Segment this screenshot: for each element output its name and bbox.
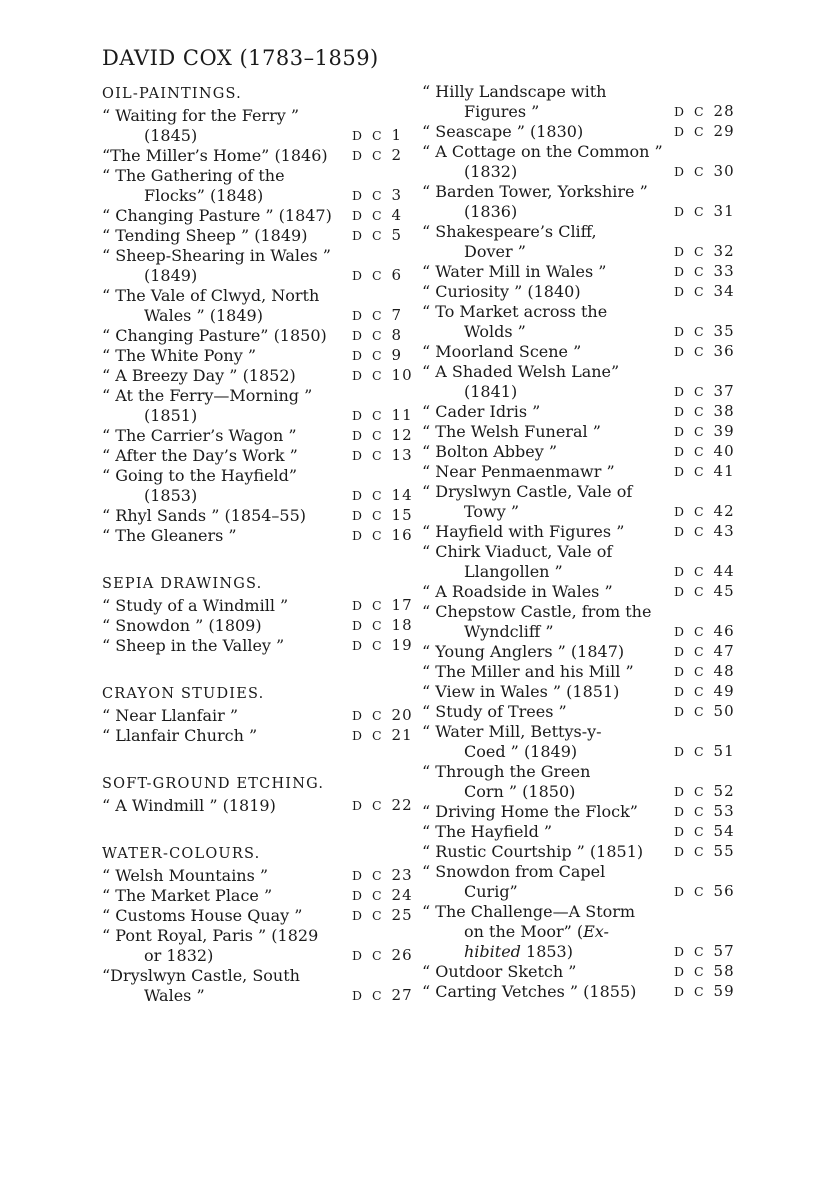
entry-catalogue-number: D C 51 — [674, 742, 735, 760]
catalogue-entry — [102, 596, 418, 616]
catalogue-entry — [102, 226, 418, 246]
section-heading: CRAYON STUDIES. — [102, 686, 265, 702]
entry-title-continuation: hibited 1853) — [464, 942, 573, 961]
entry-title-continuation: (1849) — [144, 266, 198, 285]
catalogue-entry — [422, 982, 740, 1002]
entry-catalogue-number: D C 39 — [674, 422, 735, 440]
catalogue-entry — [102, 346, 418, 366]
entry-catalogue-number: D C 15 — [352, 506, 413, 524]
catalogue-entry — [422, 342, 740, 362]
entry-title: “ At the Ferry—Morning ” — [102, 386, 313, 405]
catalogue-entry — [422, 602, 740, 642]
entry-catalogue-number: D C 30 — [674, 162, 735, 180]
catalogue-entry — [422, 462, 740, 482]
entry-title-continuation: or 1832) — [144, 946, 214, 965]
section-heading: OIL-PAINTINGS. — [102, 86, 242, 102]
entry-catalogue-number: D C 25 — [352, 906, 413, 924]
entry-catalogue-number: D C 57 — [674, 942, 735, 960]
entry-title: “Dryslwyn Castle, South — [102, 966, 300, 985]
entry-title: “ Shakespeare’s Cliff, — [422, 222, 597, 241]
entry-title: “ Water Mill in Wales ” — [422, 262, 607, 281]
entry-catalogue-number: D C 26 — [352, 946, 413, 964]
catalogue-entry — [422, 362, 740, 402]
catalogue-entry — [102, 366, 418, 386]
catalogue-entry — [102, 286, 418, 326]
entry-catalogue-number: D C 49 — [674, 682, 735, 700]
catalogue-entry — [102, 446, 418, 466]
entry-title: “ The Gathering of the — [102, 166, 285, 185]
entry-title: “ Hayfield with Figures ” — [422, 522, 625, 541]
entry-catalogue-number: D C 22 — [352, 796, 413, 814]
catalogue-entry — [102, 326, 418, 346]
entry-title: “ Barden Tower, Yorkshire ” — [422, 182, 648, 201]
catalogue-entry — [422, 262, 740, 282]
catalogue-entry — [102, 106, 418, 146]
entry-catalogue-number: D C 4 — [352, 206, 403, 224]
catalogue-entry — [102, 466, 418, 506]
entry-title: “ Snowdon ” (1809) — [102, 616, 262, 635]
entry-title: “ Tending Sheep ” (1849) — [102, 226, 308, 245]
entry-catalogue-number: D C 13 — [352, 446, 413, 464]
entry-catalogue-number: D C 3 — [352, 186, 403, 204]
entry-title: “ Curiosity ” (1840) — [422, 282, 581, 301]
catalogue-entry — [422, 182, 740, 222]
entry-catalogue-number: D C 21 — [352, 726, 413, 744]
entry-catalogue-number: D C 40 — [674, 442, 735, 460]
entry-title-continuation: (1851) — [144, 406, 198, 425]
entry-title: “ Chirk Viaduct, Vale of — [422, 542, 613, 561]
entry-title: “ The Market Place ” — [102, 886, 273, 905]
left-column — [102, 82, 418, 1006]
entry-title: “ Young Anglers ” (1847) — [422, 642, 625, 661]
catalogue-entry — [422, 422, 740, 442]
entry-catalogue-number: D C 20 — [352, 706, 413, 724]
entry-catalogue-number: D C 35 — [674, 322, 735, 340]
entry-title: “ The Hayfield ” — [422, 822, 553, 841]
entry-title: “ Pont Royal, Paris ” (1829 — [102, 926, 319, 945]
section-heading: SEPIA DRAWINGS. — [102, 576, 263, 592]
catalogue-entry — [422, 402, 740, 422]
right-column — [422, 82, 740, 1002]
entry-title-continuation: Wyndcliff ” — [464, 622, 554, 641]
entry-title: “ Bolton Abbey ” — [422, 442, 558, 461]
entry-title: “ Hilly Landscape with — [422, 82, 607, 101]
entry-title: “ After the Day’s Work ” — [102, 446, 298, 465]
entry-catalogue-number: D C 27 — [352, 986, 413, 1004]
entry-catalogue-number: D C 31 — [674, 202, 735, 220]
entry-catalogue-number: D C 34 — [674, 282, 735, 300]
entry-title: “ The Gleaners ” — [102, 526, 237, 545]
catalogue-entry — [102, 166, 418, 206]
entry-title: “The Miller’s Home” (1846) — [102, 146, 328, 165]
entry-title-continuation: Wales ” (1849) — [144, 306, 263, 325]
catalogue-entry — [422, 222, 740, 262]
catalogue-entry — [102, 426, 418, 446]
catalogue-entry — [102, 146, 418, 166]
catalogue-entry — [422, 82, 740, 122]
entry-catalogue-number: D C 23 — [352, 866, 413, 884]
entry-title: “ Cader Idris ” — [422, 402, 541, 421]
entry-title: “ Changing Pasture” (1850) — [102, 326, 327, 345]
entry-title: “ Snowdon from Capel — [422, 862, 606, 881]
entry-catalogue-number: D C 17 — [352, 596, 413, 614]
page-title: DAVID COX (1783–1859) — [102, 46, 379, 70]
entry-title: “ View in Wales ” (1851) — [422, 682, 620, 701]
catalogue-entry — [422, 282, 740, 302]
catalogue-entry — [102, 866, 418, 886]
entry-catalogue-number: D C 16 — [352, 526, 413, 544]
catalogue-entry — [422, 762, 740, 802]
section-heading: SOFT-GROUND ETCHING. — [102, 776, 325, 792]
entry-title: “ Sheep-Shearing in Wales ” — [102, 246, 331, 265]
entry-title: “ Moorland Scene ” — [422, 342, 582, 361]
catalogue-entry — [422, 802, 740, 822]
catalogue-entry — [102, 966, 418, 1006]
entry-title-continuation: (1832) — [464, 162, 518, 181]
entry-title: “ Rustic Courtship ” (1851) — [422, 842, 644, 861]
entry-catalogue-number: D C 11 — [352, 406, 413, 424]
entry-catalogue-number: D C 58 — [674, 962, 735, 980]
entry-title: “ A Shaded Welsh Lane” — [422, 362, 620, 381]
section-heading: WATER-COLOURS. — [102, 846, 261, 862]
catalogue-entry — [102, 726, 418, 746]
entry-title: “ Rhyl Sands ” (1854–55) — [102, 506, 307, 525]
entry-catalogue-number: D C 6 — [352, 266, 403, 284]
entry-title: “ Through the Green — [422, 762, 591, 781]
entry-title: “ Driving Home the Flock” — [422, 802, 638, 821]
catalogue-entry — [422, 122, 740, 142]
catalogue-entry — [422, 862, 740, 902]
entry-catalogue-number: D C 1 — [352, 126, 403, 144]
entry-title: “ The Challenge—A Storm — [422, 902, 636, 921]
entry-title: “ Carting Vetches ” (1855) — [422, 982, 637, 1001]
entry-catalogue-number: D C 32 — [674, 242, 735, 260]
entry-catalogue-number: D C 45 — [674, 582, 735, 600]
entry-catalogue-number: D C 44 — [674, 562, 735, 580]
entry-title-continuation: Towy ” — [464, 502, 520, 521]
entry-title: “ The Miller and his Mill ” — [422, 662, 634, 681]
entry-catalogue-number: D C 38 — [674, 402, 735, 420]
entry-title: “ Llanfair Church ” — [102, 726, 258, 745]
entry-catalogue-number: D C 46 — [674, 622, 735, 640]
entry-catalogue-number: D C 24 — [352, 886, 413, 904]
entry-catalogue-number: D C 8 — [352, 326, 403, 344]
entry-catalogue-number: D C 52 — [674, 782, 735, 800]
catalogue-entry — [422, 482, 740, 522]
catalogue-entry — [102, 246, 418, 286]
catalogue-entry — [422, 682, 740, 702]
entry-title-continuation: (1853) — [144, 486, 198, 505]
entry-title-continuation: Wales ” — [144, 986, 205, 1005]
entry-title-continuation: (1845) — [144, 126, 198, 145]
catalogue-entry — [422, 442, 740, 462]
catalogue-entry — [102, 386, 418, 426]
entry-catalogue-number: D C 33 — [674, 262, 735, 280]
entry-title: “ The Vale of Clwyd, North — [102, 286, 320, 305]
entry-title: “ Near Penmaenmawr ” — [422, 462, 615, 481]
entry-title: “ To Market across the — [422, 302, 608, 321]
catalogue-entry — [422, 842, 740, 862]
entry-title: “ The Carrier’s Wagon ” — [102, 426, 297, 445]
entry-title: “ Study of Trees ” — [422, 702, 567, 721]
entry-catalogue-number: D C 54 — [674, 822, 735, 840]
entry-catalogue-number: D C 2 — [352, 146, 403, 164]
entry-title-continuation: Flocks” (1848) — [144, 186, 264, 205]
catalogue-entry — [102, 206, 418, 226]
catalogue-entry — [422, 962, 740, 982]
entry-title: “ Sheep in the Valley ” — [102, 636, 285, 655]
entry-catalogue-number: D C 12 — [352, 426, 413, 444]
entry-title: “ A Windmill ” (1819) — [102, 796, 276, 815]
entry-catalogue-number: D C 56 — [674, 882, 735, 900]
entry-title-continuation: (1841) — [464, 382, 518, 401]
catalogue-entry — [102, 796, 418, 816]
entry-title-continuation: Dover ” — [464, 242, 526, 261]
entry-title: “ Water Mill, Bettys-y- — [422, 722, 602, 741]
entry-catalogue-number: D C 47 — [674, 642, 735, 660]
catalogue-entry — [422, 542, 740, 582]
entry-title: “ Dryslwyn Castle, Vale of — [422, 482, 633, 501]
catalogue-entry — [102, 526, 418, 546]
entry-catalogue-number: D C 50 — [674, 702, 735, 720]
entry-catalogue-number: D C 53 — [674, 802, 735, 820]
entry-catalogue-number: D C 36 — [674, 342, 735, 360]
entry-catalogue-number: D C 29 — [674, 122, 735, 140]
entry-title: “ Waiting for the Ferry ” — [102, 106, 300, 125]
entry-title: “ Chepstow Castle, from the — [422, 602, 652, 621]
entry-catalogue-number: D C 59 — [674, 982, 735, 1000]
catalogue-entry — [422, 642, 740, 662]
entry-catalogue-number: D C 42 — [674, 502, 735, 520]
catalogue-entry — [422, 142, 740, 182]
entry-title: “ Welsh Mountains ” — [102, 866, 269, 885]
entry-title: “ The Welsh Funeral ” — [422, 422, 601, 441]
entry-title-continuation: Llangollen ” — [464, 562, 563, 581]
entry-title: “ The White Pony ” — [102, 346, 257, 365]
entry-catalogue-number: D C 7 — [352, 306, 403, 324]
catalogue-entry — [422, 522, 740, 542]
entry-catalogue-number: D C 10 — [352, 366, 413, 384]
catalogue-entry — [102, 706, 418, 726]
entry-title-continuation: Coed ” (1849) — [464, 742, 578, 761]
entry-catalogue-number: D C 43 — [674, 522, 735, 540]
entry-title: “ Near Llanfair ” — [102, 706, 239, 725]
catalogue-entry — [102, 506, 418, 526]
entry-catalogue-number: D C 37 — [674, 382, 735, 400]
catalogue-entry — [422, 662, 740, 682]
catalogue-entry — [102, 636, 418, 656]
entry-catalogue-number: D C 9 — [352, 346, 403, 364]
entry-title: “ A Breezy Day ” (1852) — [102, 366, 296, 385]
entry-title: “ Customs House Quay ” — [102, 906, 303, 925]
entry-title: “ A Cottage on the Common ” — [422, 142, 663, 161]
entry-catalogue-number: D C 55 — [674, 842, 735, 860]
catalogue-entry — [422, 902, 740, 962]
entry-catalogue-number: D C 48 — [674, 662, 735, 680]
entry-catalogue-number: D C 5 — [352, 226, 403, 244]
catalogue-entry — [422, 722, 740, 762]
entry-title-continuation: Figures ” — [464, 102, 540, 121]
entry-catalogue-number: D C 28 — [674, 102, 735, 120]
catalogue-entry — [102, 926, 418, 966]
entry-catalogue-number: D C 14 — [352, 486, 413, 504]
entry-catalogue-number: D C 41 — [674, 462, 735, 480]
entry-title-continuation: Wolds ” — [464, 322, 526, 341]
entry-title-continuation: (1836) — [464, 202, 518, 221]
catalogue-entry — [422, 822, 740, 842]
entry-title: “ Changing Pasture ” (1847) — [102, 206, 332, 225]
entry-catalogue-number: D C 18 — [352, 616, 413, 634]
catalogue-entry — [102, 886, 418, 906]
entry-title-continuation: on the Moor” (Ex- — [464, 922, 609, 941]
entry-title-continuation: Corn ” (1850) — [464, 782, 576, 801]
entry-catalogue-number: D C 19 — [352, 636, 413, 654]
catalogue-entry — [102, 616, 418, 636]
catalogue-entry — [422, 582, 740, 602]
entry-title: “ Outdoor Sketch ” — [422, 962, 577, 981]
entry-title: “ Seascape ” (1830) — [422, 122, 584, 141]
catalogue-entry — [422, 302, 740, 342]
entry-title: “ A Roadside in Wales ” — [422, 582, 613, 601]
entry-title: “ Study of a Windmill ” — [102, 596, 289, 615]
catalogue-entry — [102, 906, 418, 926]
entry-title: “ Going to the Hayfield” — [102, 466, 298, 485]
entry-title-continuation: Curig” — [464, 882, 518, 901]
catalogue-entry — [422, 702, 740, 722]
